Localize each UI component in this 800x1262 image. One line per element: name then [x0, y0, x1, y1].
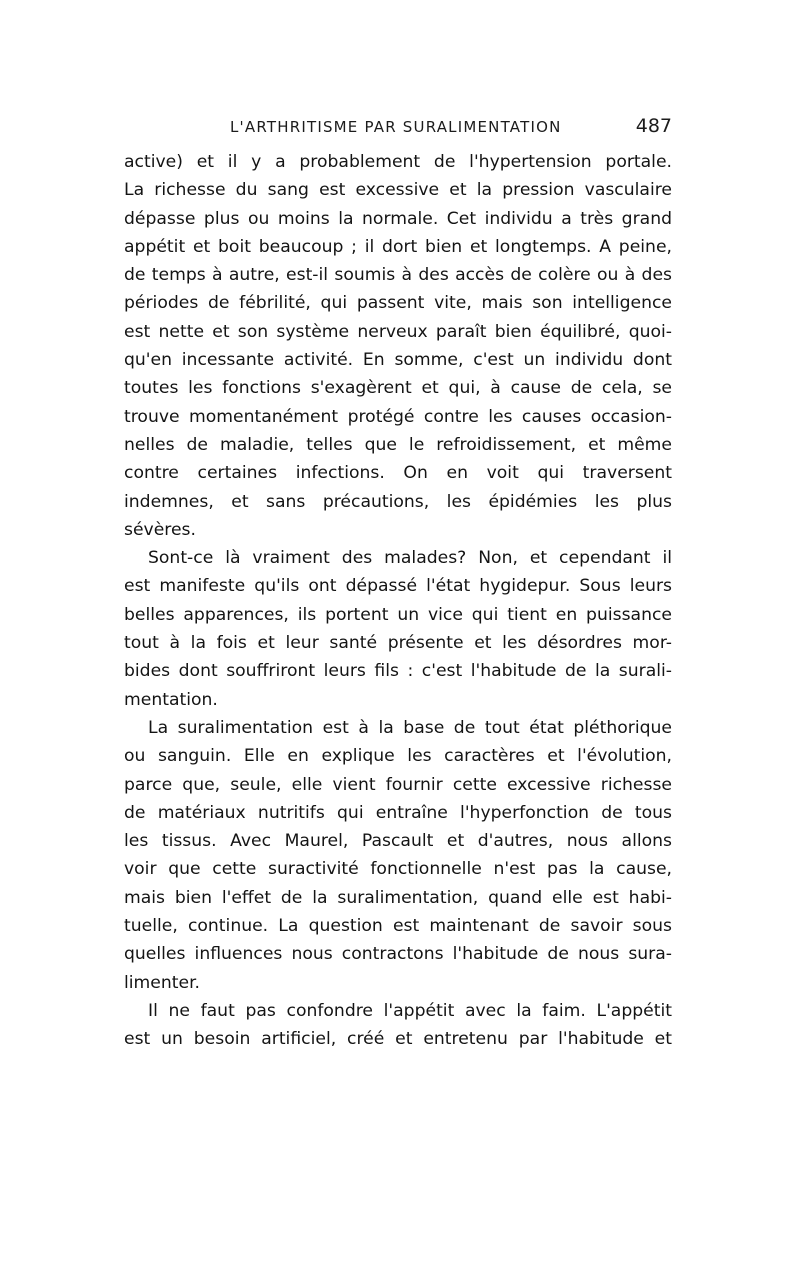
text-line: les tissus. Avec Maurel, Pascault et d'autres, nous allons	[124, 831, 672, 852]
paragraph	[124, 997, 672, 1054]
text-line: limenter.	[124, 972, 201, 993]
paragraph	[124, 714, 672, 997]
text-line: La richesse du sang est excessive et la pression vasculaire	[124, 180, 672, 201]
text-line: La suralimentation est à la base de tout état pléthorique	[148, 717, 672, 738]
text-line: parce que, seule, elle vient fournir cette excessive richesse	[124, 774, 672, 795]
text-line: périodes de fébrilité, qui passent vite, mais son intelligence	[124, 293, 672, 314]
text-line: quelles influences nous contractons l'habitude de nous sura-	[124, 944, 672, 965]
text-line: bides dont souffriront leurs fils : c'est l'habitude de la surali-	[124, 661, 672, 682]
text-line: active) et il y a probablement de l'hypertension portale.	[124, 152, 672, 172]
text-line: tout à la fois et leur santé présente et les désordres mor-	[124, 633, 672, 654]
text-line: mais bien l'effet de la suralimentation, quand elle est habi-	[124, 887, 672, 908]
text-line: indemnes, et sans précautions, les épidémies les plus	[124, 491, 672, 512]
text-line: toutes les fonctions s'exagèrent et qui, à cause de cela, se	[124, 378, 672, 399]
text-line: tuelle, continue. La question est maintenant de savoir sous	[124, 916, 672, 937]
text-line: sévères.	[124, 519, 196, 540]
text-line: Il ne faut pas confondre l'appétit avec la faim. L'appétit	[148, 1000, 672, 1021]
text-line: appétit et boit beaucoup ; il dort bien et longtemps. A peine,	[124, 236, 672, 257]
text-line: mentation.	[124, 689, 218, 710]
text-line: de temps à autre, est-il soumis à des accès de colère ou à des	[124, 265, 672, 286]
running-title: L'ARTHRITISME PAR SURALIMENTATION	[230, 118, 562, 136]
text-line: est nette et son système nerveux paraît bien équilibré, quoi-	[124, 321, 672, 342]
text-line: trouve momentanément protégé contre les causes occasion-	[124, 406, 672, 427]
text-line: contre certaines infections. On en voit qui traversent	[124, 463, 672, 484]
text-line: de matériaux nutritifs qui entraîne l'hyperfonction de tous	[124, 802, 672, 823]
paragraph	[124, 148, 672, 544]
text-line: Sont-ce là vraiment des malades? Non, et cependant il	[148, 548, 672, 569]
text-line: belles apparences, ils portent un vice qui tient en puissance	[124, 604, 672, 625]
text-line: est manifeste qu'ils ont dépassé l'état hygidepur. Sous leurs	[124, 576, 672, 597]
page-number: 487	[635, 115, 672, 137]
text-line: voir que cette suractivité fonctionnelle n'est pas la cause,	[124, 859, 672, 880]
text-line: dépasse plus ou moins la normale. Cet individu a très grand	[124, 208, 672, 229]
text-line: nelles de maladie, telles que le refroidissement, et même	[124, 434, 672, 455]
body-text	[124, 148, 672, 1054]
running-head	[124, 115, 672, 142]
text-line: qu'en incessante activité. En somme, c'est un individu dont	[124, 350, 672, 371]
paragraph	[124, 544, 672, 714]
text-line: est un besoin artificiel, créé et entretenu par l'habitude et	[124, 1029, 672, 1050]
text-line: ou sanguin. Elle en explique les caractères et l'évolution,	[124, 746, 672, 767]
